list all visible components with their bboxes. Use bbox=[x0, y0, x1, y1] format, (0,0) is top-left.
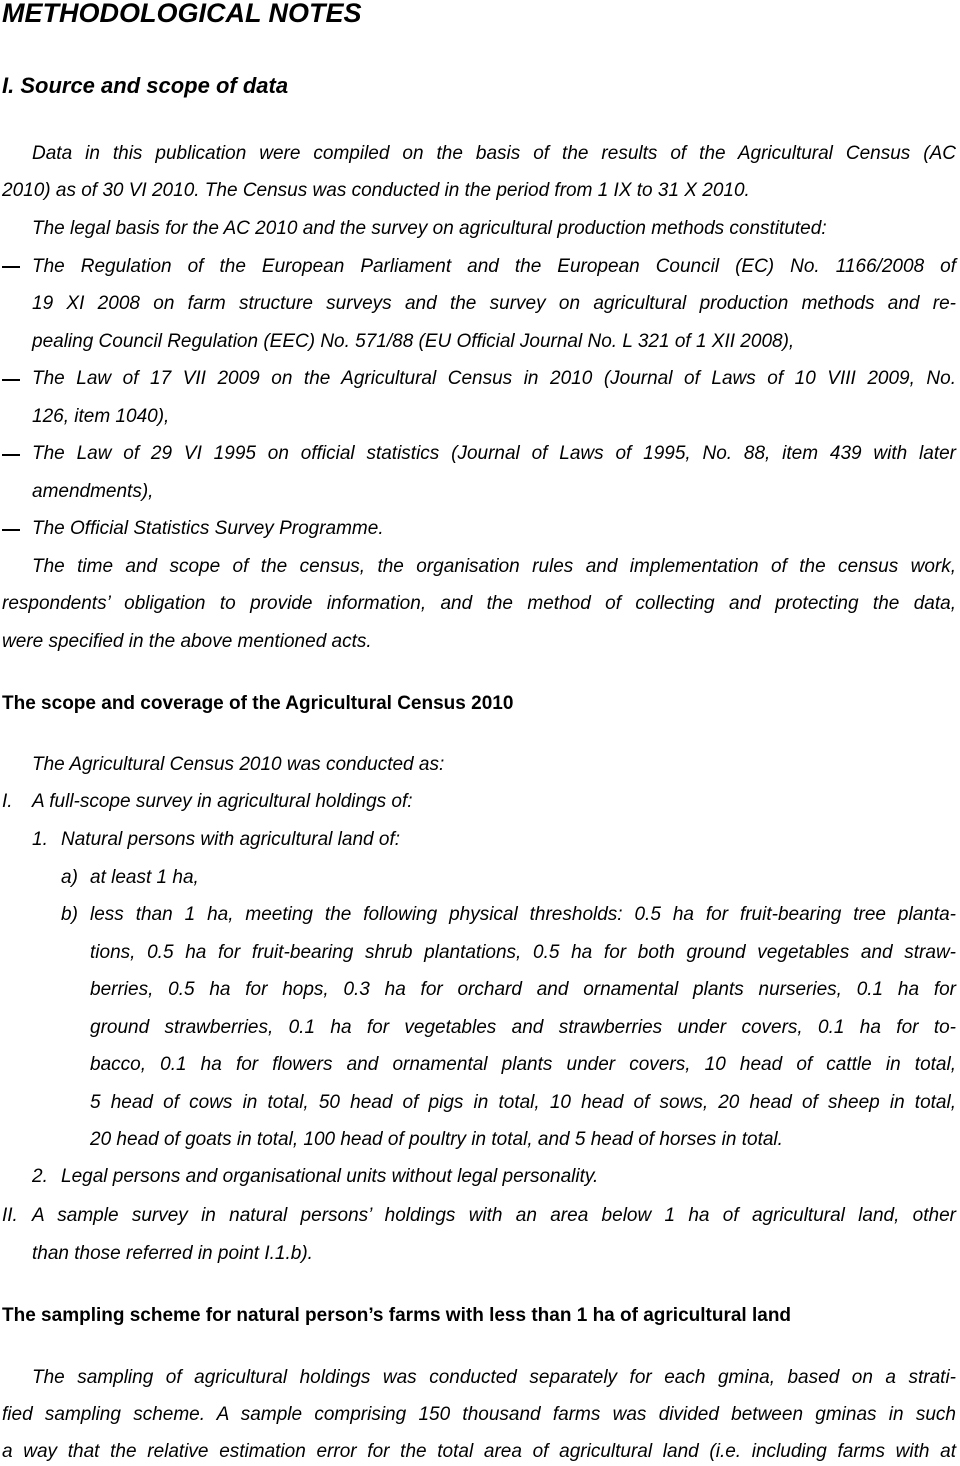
list-item-text: A full-scope survey in agricultural holdings of: bbox=[32, 791, 413, 812]
list-item-line: ground strawberries, 0.1 ha for vegetables and strawberries under covers, 0.1 ha for to- bbox=[90, 1017, 956, 1038]
legal-item-line: 19 XI 2008 on farm structure surveys and the survey on agricultural production methods and re- bbox=[32, 293, 956, 314]
list-item-line: bacco, 0.1 ha for flowers and ornamental plants under covers, 10 head of cattle in total, bbox=[90, 1054, 956, 1075]
list-marker: I. bbox=[2, 791, 13, 812]
section-heading-sampling-scheme: The sampling scheme for natural person’s farms with less than 1 ha of agricultural land bbox=[2, 1305, 792, 1326]
scope-intro: The Agricultural Census 2010 was conducted as: bbox=[32, 754, 445, 775]
list-marker: II. bbox=[2, 1205, 18, 1226]
list-item-line: than those referred in point I.1.b). bbox=[32, 1243, 313, 1264]
list-marker: b) bbox=[61, 904, 78, 925]
legal-item-line: The Law of 29 VI 1995 on official statistics (Journal of Laws of 1995, No. 88, item 439 with later bbox=[32, 443, 956, 464]
list-item-line: tions, 0.5 ha for fruit-bearing shrub plantations, 0.5 ha for both ground vegetables and straw- bbox=[90, 942, 956, 963]
dash-bullet bbox=[2, 266, 20, 268]
dash-bullet bbox=[2, 529, 20, 531]
intro-line: Data in this publication were compiled on the basis of the results of the Agricultural Census (AC bbox=[32, 143, 956, 164]
sampling-line: fied sampling scheme. A sample comprising 150 thousand farms was divided between gminas in such bbox=[2, 1404, 956, 1425]
list-item-text: Natural persons with agricultural land of: bbox=[61, 829, 401, 850]
legal-item-line: 126, item 1040), bbox=[32, 406, 170, 427]
legal-item-line: The Law of 17 VII 2009 on the Agricultural Census in 2010 (Journal of Laws of 10 VIII 2009, No. bbox=[32, 368, 956, 389]
dash-bullet bbox=[2, 454, 20, 456]
list-item-text: at least 1 ha, bbox=[90, 867, 199, 888]
legal-item-line: The Official Statistics Survey Programme. bbox=[32, 518, 384, 539]
list-item-line: less than 1 ha, meeting the following physical thresholds: 0.5 ha for fruit-bearing tree planta- bbox=[90, 904, 956, 925]
list-marker: a) bbox=[61, 867, 78, 888]
list-item-line: berries, 0.5 ha for hops, 0.3 ha for orchard and ornamental plants nurseries, 0.1 ha for bbox=[90, 979, 956, 1000]
intro-line: 2010) as of 30 VI 2010. The Census was conducted in the period from 1 IX to 31 X 2010. bbox=[2, 180, 750, 201]
list-item-line: 20 head of goats in total, 100 head of poultry in total, and 5 head of horses in total. bbox=[90, 1129, 783, 1150]
closing-line: respondents’ obligation to provide information, and the method of collecting and protecting the data, bbox=[2, 593, 956, 614]
legal-item-line: pealing Council Regulation (EEC) No. 571/88 (EU Official Journal No. L 321 of 1 XII 2008), bbox=[32, 331, 795, 352]
sampling-line: a way that the relative estimation error for the total area of agricultural land (i.e. including farms with at bbox=[2, 1441, 956, 1462]
list-item-line: A sample survey in natural persons’ holdings with an area below 1 ha of agricultural land, other bbox=[32, 1205, 956, 1226]
closing-line: were specified in the above mentioned acts. bbox=[2, 631, 372, 652]
legal-item-line: The Regulation of the European Parliament and the European Council (EC) No. 1166/2008 of bbox=[32, 256, 956, 277]
closing-line: The time and scope of the census, the organisation rules and implementation of the census work, bbox=[32, 556, 956, 577]
list-marker: 1. bbox=[32, 829, 48, 850]
intro-line: The legal basis for the AC 2010 and the survey on agricultural production methods constituted: bbox=[32, 218, 827, 239]
section-heading-source-scope: I. Source and scope of data bbox=[2, 73, 289, 98]
sampling-line: The sampling of agricultural holdings was conducted separately for each gmina, based on a strati- bbox=[32, 1367, 956, 1388]
section-heading-scope-coverage: The scope and coverage of the Agricultural Census 2010 bbox=[2, 693, 514, 714]
list-item-text: Legal persons and organisational units without legal personality. bbox=[61, 1166, 599, 1187]
document-title: METHODOLOGICAL NOTES bbox=[2, 0, 362, 28]
legal-item-line: amendments), bbox=[32, 481, 154, 502]
list-marker: 2. bbox=[32, 1166, 48, 1187]
list-item-line: 5 head of cows in total, 50 head of pigs in total, 10 head of sows, 20 head of sheep in total, bbox=[90, 1092, 956, 1113]
dash-bullet bbox=[2, 379, 20, 381]
